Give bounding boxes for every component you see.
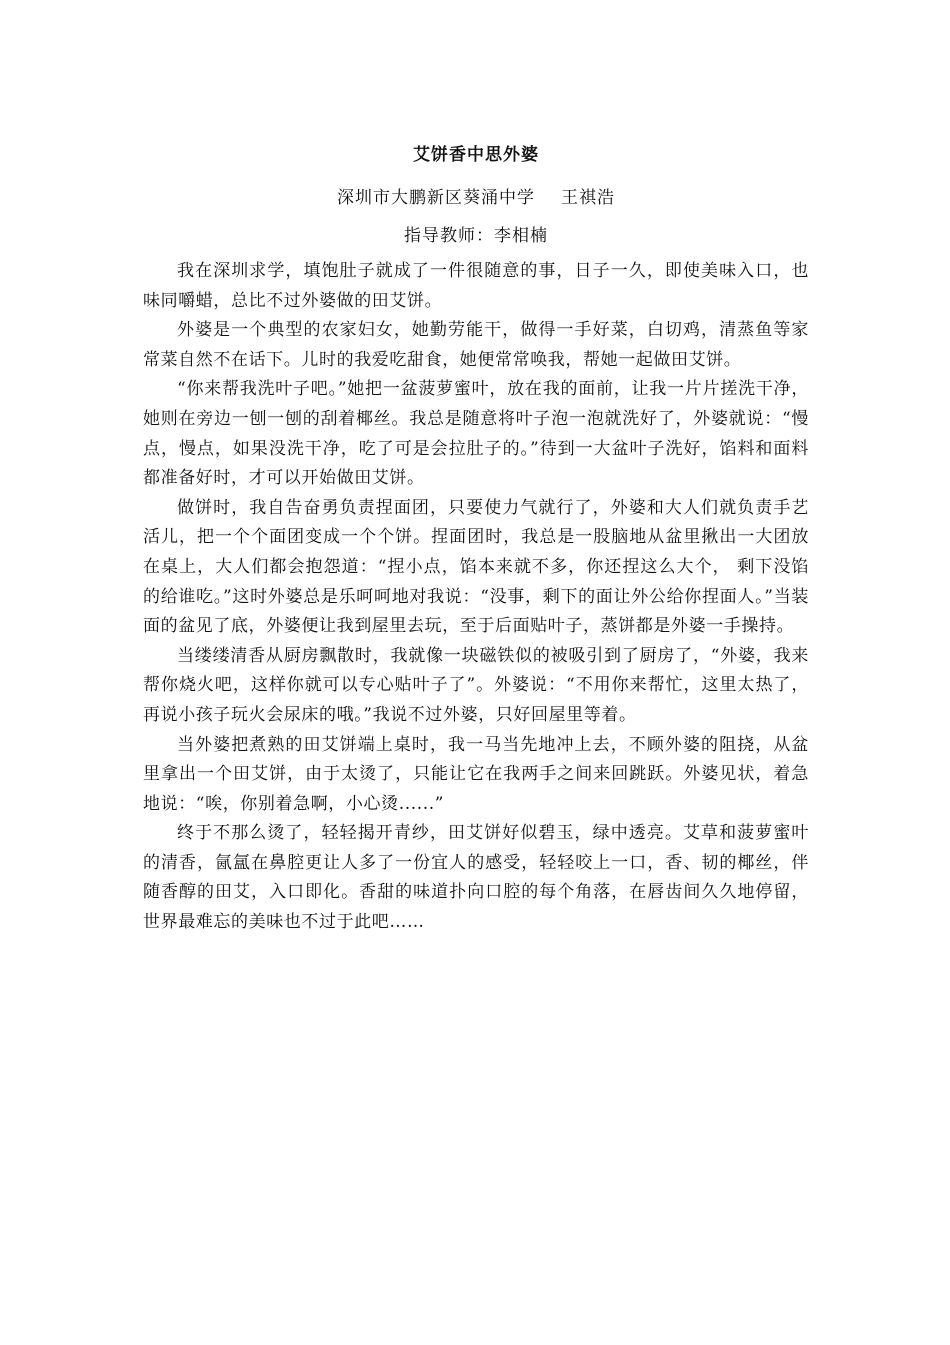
paragraph-7: 终于不那么烫了，轻轻揭开青纱，田艾饼好似碧玉，绿中透亮。艾草和菠萝蜜叶的清香，氤氲在鼻腔更让人多了一份宜人的感受，轻轻咬上一口，香、韧的椰丝，伴随香醇的田艾，入口即化。香甜的味道扑向口腔的每个角落，在唇齿间久久地停留，世界最难忘的美味也不过于此吧……	[143, 823, 809, 933]
author-name: 王祺浩	[561, 188, 615, 208]
paragraph-5: 当缕缕清香从厨房飘散时，我就像一块磁铁似的被吸引到了厨房了，“外婆，我来帮你烧火吧，这样你就可以专心贴叶子了”。外婆说：“不用你来帮忙，这里太热了，再说小孩子玩火会尿床的哦。”我说不过外婆，只好回屋里等着。	[143, 645, 809, 725]
essay-body	[143, 257, 809, 938]
paragraph-3: “你来帮我洗叶子吧。”她把一盆菠萝蜜叶，放在我的面前，让我一片片搓洗干净，她则在旁边一刨一刨的刮着椰丝。我总是随意将叶子泡一泡就洗好了，外婆就说：“慢点，慢点，如果没洗干净，吃了可是会拉肚子的。”待到一大盆叶子洗好，馅料和面料都准备好时，才可以开始做田艾饼。	[143, 379, 809, 489]
author-school: 深圳市大鹏新区葵涌中学	[337, 188, 535, 208]
paragraph-1: 我在深圳求学，填饱肚子就成了一件很随意的事，日子一久，即使美味入口，也味同嚼蜡，总比不过外婆做的田艾饼。	[143, 261, 809, 311]
paragraph-6: 当外婆把煮熟的田艾饼端上桌时，我一马当先地冲上去，不顾外婆的阻挠，从盆里拿出一个田艾饼，由于太烫了，只能让它在我两手之间来回跳跃。外婆见状，着急地说：“唉，你别着急啊，小心烫......”	[143, 734, 809, 814]
teacher-line: 指导教师：李相楠	[404, 226, 548, 246]
paragraph-2: 外婆是一个典型的农家妇女，她勤劳能干，做得一手好菜，白切鸡，清蒸鱼等家常菜自然不在话下。儿时的我爱吃甜食，她便常常唤我，帮她一起做田艾饼。	[143, 320, 809, 370]
author-line	[143, 183, 809, 208]
essay-title: 艾饼香中思外婆	[413, 145, 539, 165]
paragraph-4: 做饼时，我自告奋勇负责捏面团，只要使力气就行了，外婆和大人们就负责手艺活儿，把一个个面团变成一个个饼。捏面团时，我总是一股脑地从盆里揪出一大团放在桌上，大人们都会抱怨道：“捏小点，馅本来就不多，你还捏这么大个， 剩下没馅的给谁吃。”这时外婆总是乐呵呵地对我说：“没事，剩下的面让外公给你捏面人。”当装面的盆见了底，外婆便让我到屋里去玩，至于后面贴叶子，蒸饼都是外婆一手操持。	[143, 497, 809, 637]
